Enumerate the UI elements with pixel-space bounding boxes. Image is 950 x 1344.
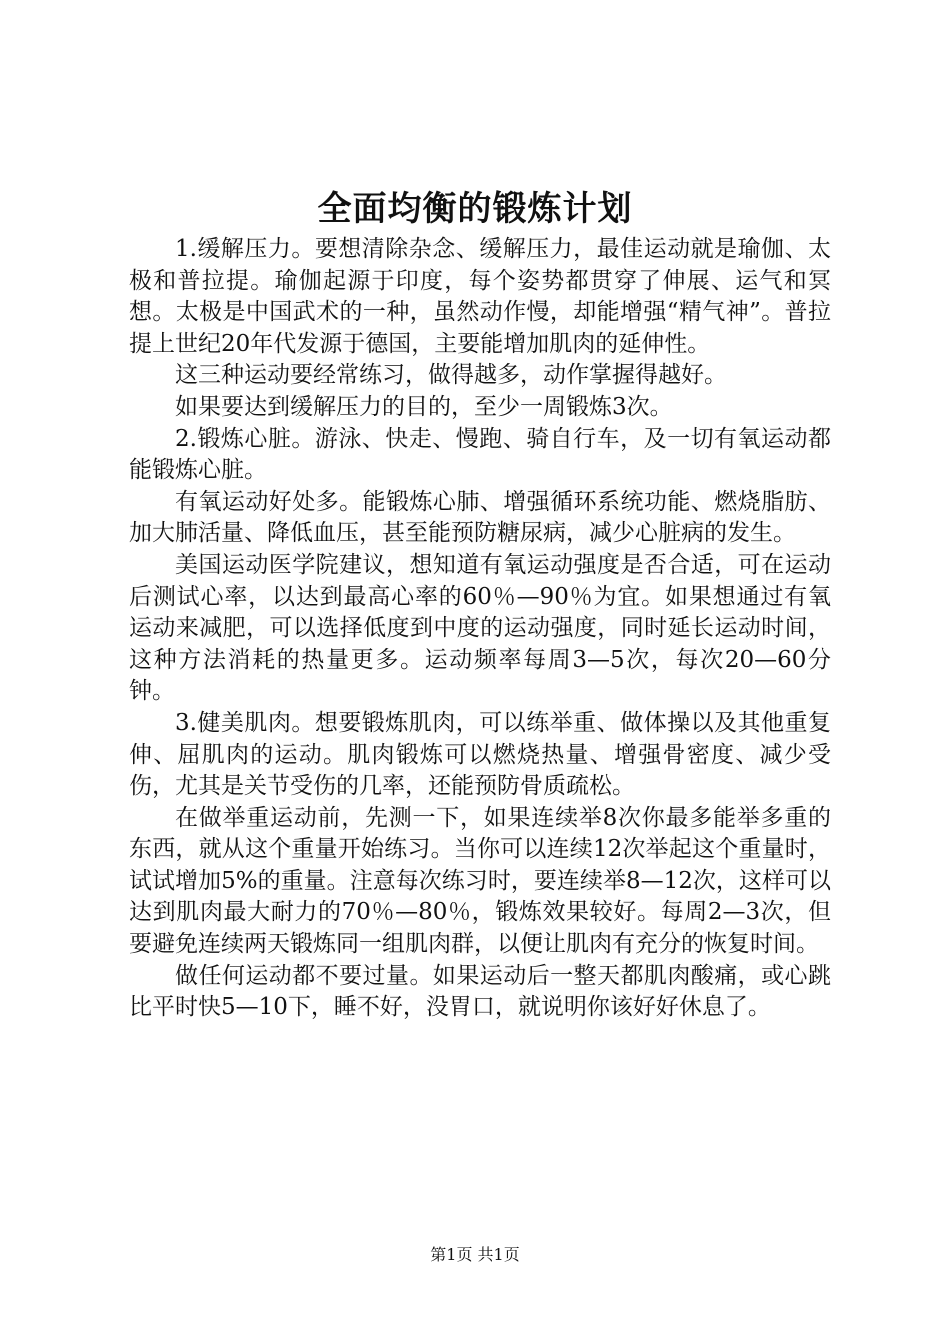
paragraph: 这三种运动要经常练习，做得越多，动作掌握得越好。 (175, 362, 727, 389)
paragraph: 1.缓解压力。要想清除杂念、缓解压力，最佳运动就是瑜伽、太极和普拉提。瑜伽起源于印度，每个姿势都贯穿了伸展、运气和冥想。太极是中国武术的一种，虽然动作慢，却能增强“精气神”。普拉提上世纪20年代发源于德国，主要能增加肌肉的延伸性。 (129, 236, 831, 357)
paragraph: 2.锻炼心脏。游泳、快走、慢跑、骑自行车，及一切有氧运动都能锻炼心脏。 (129, 425, 831, 484)
paragraph: 在做举重运动前，先测一下，如果连续举8次你最多能举多重的东西，就从这个重量开始练习。当你可以连续12次举起这个重量时，试试增加5%的重量。注意每次练习时，要连续举8—12次，这样可以达到肌肉最大耐力的70％—80％，锻炼效果较好。每周2—3次，但要避免连续两天锻炼同一组肌肉群，以便让肌肉有充分的恢复时间。 (129, 804, 831, 958)
paragraph: 3.健美肌肉。想要锻炼肌肉，可以练举重、做体操以及其他重复伸、屈肌肉的运动。肌肉锻炼可以燃烧热量、增强骨密度、减少受伤，尤其是关节受伤的几率，还能预防骨质疏松。 (129, 709, 831, 800)
paragraph: 有氧运动好处多。能锻炼心肺、增强循环系统功能、燃烧脂肪、加大肺活量、降低血压，甚至能预防糖尿病，减少心脏病的发生。 (129, 488, 831, 547)
paragraph: 如果要达到缓解压力的目的，至少一周锻炼3次。 (175, 393, 673, 420)
paragraph: 做任何运动都不要过量。如果运动后一整天都肌肉酸痛，或心跳比平时快5—10下，睡不好，没胃口，就说明你该好好休息了。 (129, 962, 831, 1021)
page-footer: 第1页 共1页 (430, 1245, 520, 1264)
document-body (129, 234, 831, 1024)
document-title: 全面均衡的锻炼计划 (317, 189, 633, 229)
paragraph: 美国运动医学院建议，想知道有氧运动强度是否合适，可在运动后测试心率，以达到最高心率的60％—90％为宜。如果想通过有氧运动来减肥，可以选择低度到中度的运动强度，同时延长运动时间，这种方法消耗的热量更多。运动频率每周3—5次，每次20—60分钟。 (129, 551, 831, 705)
